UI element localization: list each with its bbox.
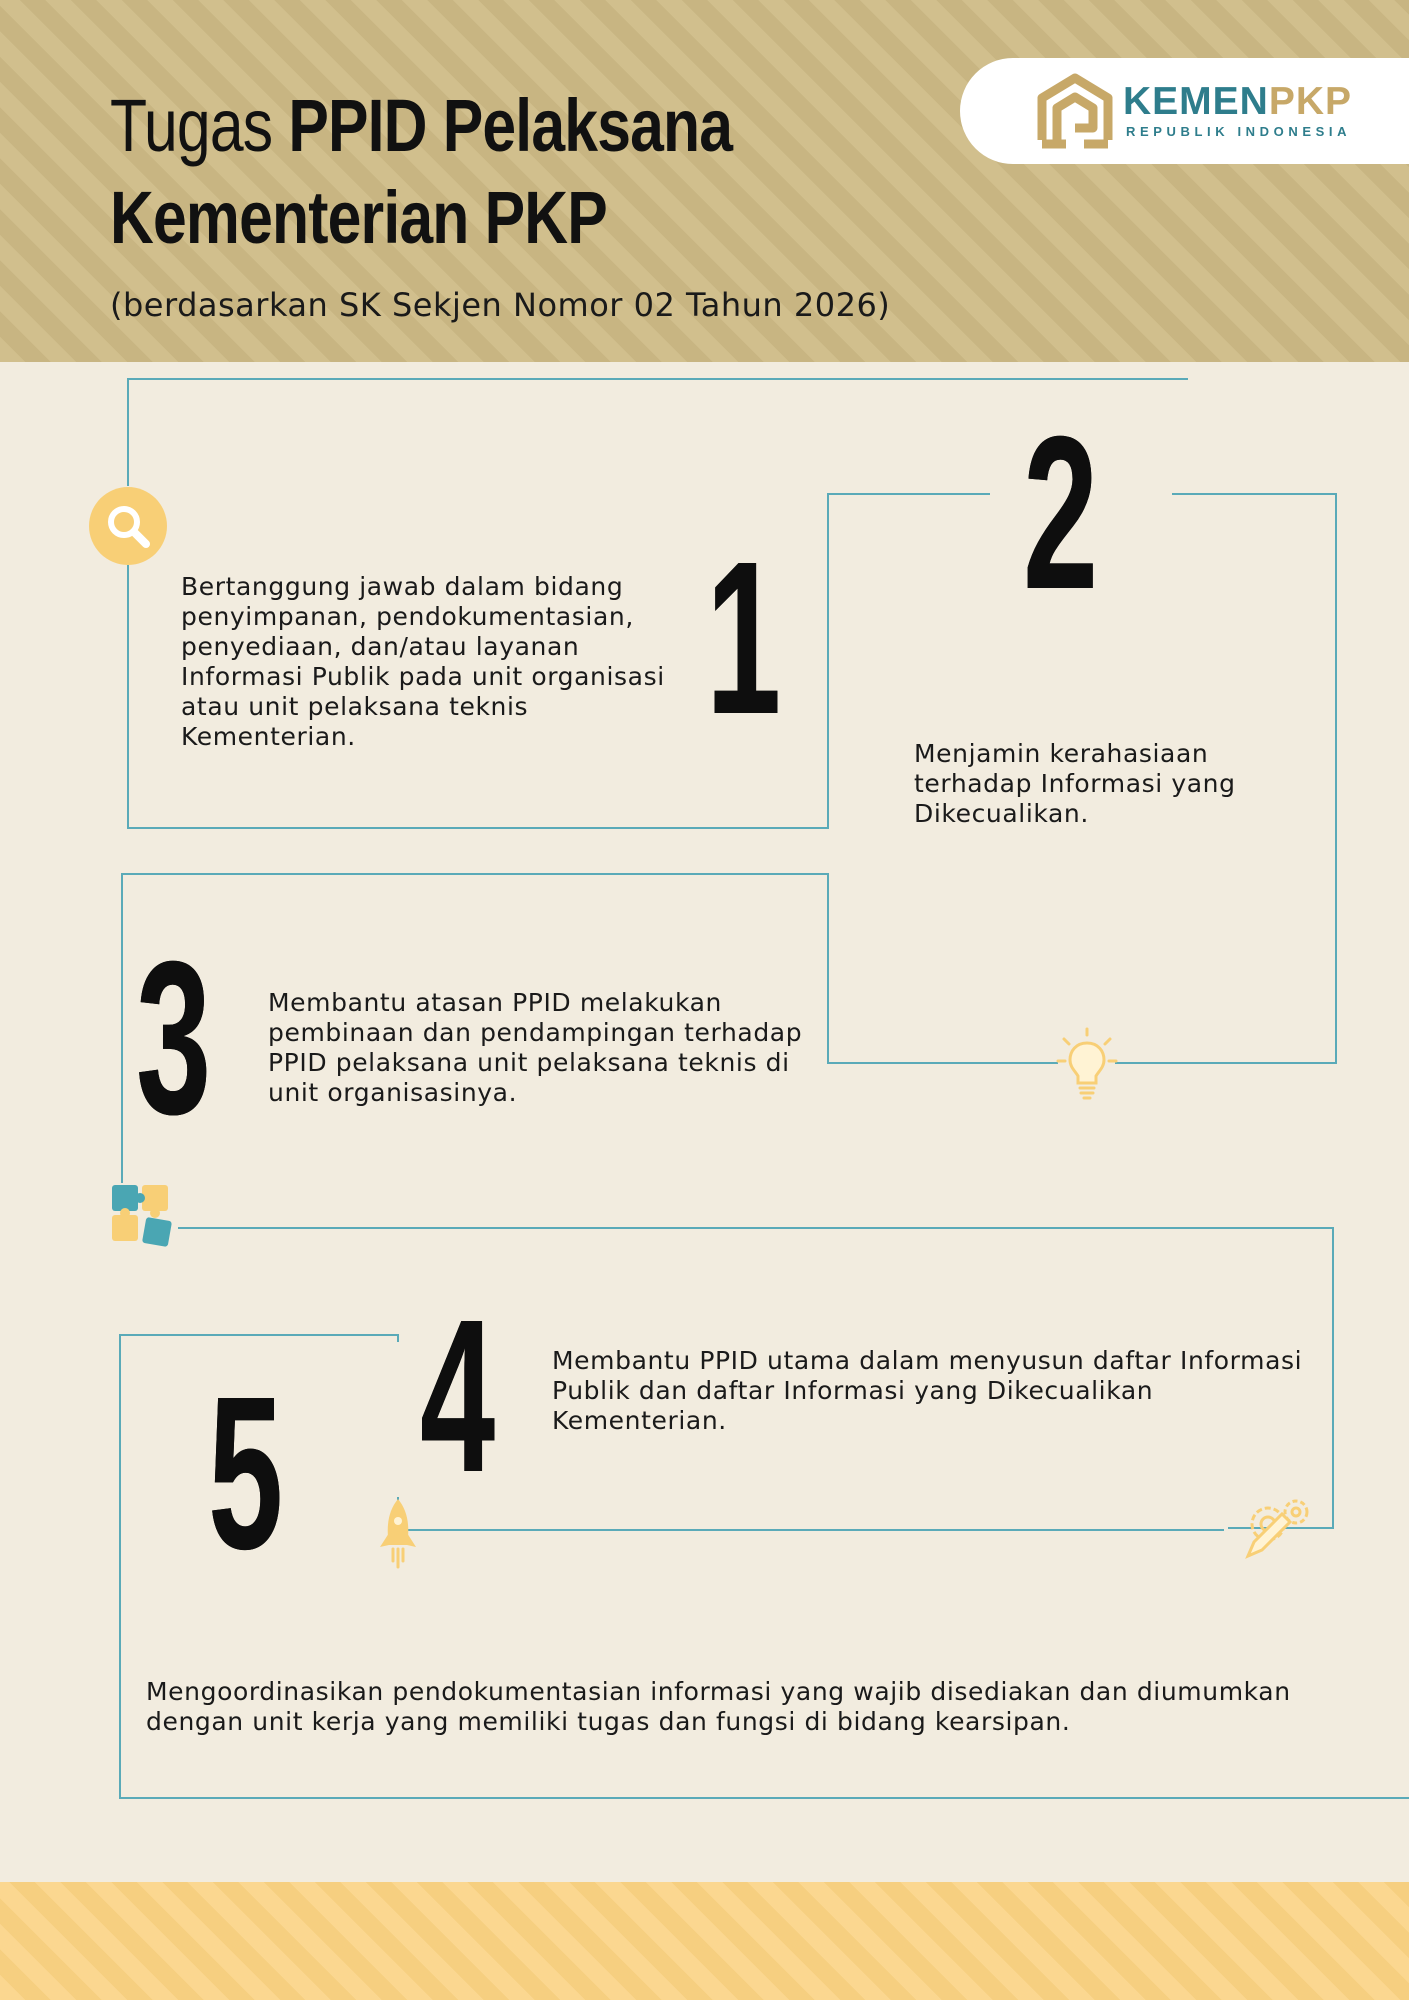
magnifier-icon — [88, 486, 168, 566]
task-text-2: Menjamin kerahasiaan terhadap Informasi yang Dikecualikan. — [914, 739, 1236, 828]
logo-wordmark: KEMENPKP — [1123, 80, 1353, 123]
task-text-5: Mengoordinasikan pendokumentasian informasi yang wajib disediakan dan diumumkan dengan unit kerja yang memiliki tugas dan fungsi di bidang kearsipan. — [146, 1677, 1291, 1736]
task-number-2: 2 — [1023, 392, 1099, 635]
task-text-4: Membantu PPID utama dalam menyusun daftar Informasi Publik dan daftar Informasi yang Dikecualikan Kementerian. — [552, 1346, 1303, 1435]
lightbulb-icon — [1056, 1025, 1118, 1105]
puzzle-icon — [110, 1183, 178, 1249]
task-text-3: Membantu atasan PPID melakukan pembinaan dan pendampingan terhadap PPID pelaksana unit pelaksana teknis di unit organisasinya. — [268, 988, 803, 1107]
task-number-4: 4 — [420, 1275, 496, 1518]
rocket-icon — [376, 1497, 420, 1569]
title-line2: Kementerian PKP — [110, 176, 607, 259]
title-line1: PPID Pelaksana — [288, 84, 733, 167]
page-subtitle: (berdasarkan SK Sekjen Nomor 02 Tahun 2026) — [110, 286, 891, 324]
footer-band — [0, 1882, 1409, 2000]
task-number-1: 1 — [706, 517, 782, 760]
title-prefix: Tugas — [110, 84, 273, 167]
task-number-5: 5 — [208, 1352, 284, 1595]
logo-subtitle: REPUBLIK INDONESIA — [1126, 124, 1352, 139]
task-text-1: Bertanggung jawab dalam bidang penyimpanan, pendokumentasian, penyediaan, dan/atau layanan Informasi Publik pada unit organisasi atau unit pelaksana teknis Kementerian. — [181, 572, 665, 751]
gears-pencil-icon — [1238, 1490, 1314, 1562]
task-number-3: 3 — [136, 917, 212, 1160]
